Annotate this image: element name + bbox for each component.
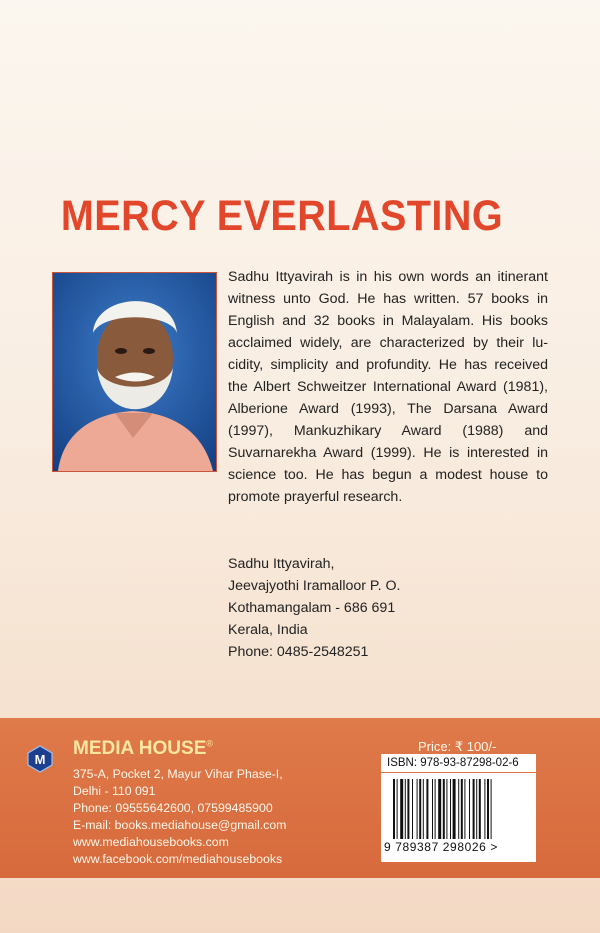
barcode-bar xyxy=(435,779,436,839)
barcode-bar xyxy=(412,779,413,839)
book-title: MERCY EVERLASTING xyxy=(60,192,504,240)
price-label: Price: ₹ 100/- xyxy=(418,739,497,754)
barcode-bar xyxy=(469,779,470,839)
barcode-bar xyxy=(423,779,424,839)
barcode-bar xyxy=(400,779,403,839)
author-bio: Sadhu Ittyavirah is in his own words an itinerant witness unto God. He has written. 57 books in English and 32 books in Malayalam. His books acclaimed widely, are characterized by their lu-cidity, simplicity and profundity. He has received the Albert Schweitzer International Award (1981), Alberione Award (1993), The Darsana Award (1997), Mankuzhikary Award (1988) and Suvarnarekha Award (1999). He is interested in science too. He has begun a modest house to promote prayerful research. xyxy=(228,269,548,505)
barcode-bar xyxy=(487,779,489,839)
barcode-bar xyxy=(476,779,477,839)
barcode-bar xyxy=(397,779,398,839)
author-photo xyxy=(52,272,217,472)
publisher-email: E-mail: books.mediahouse@gmail.com xyxy=(73,818,287,832)
publisher-facebook: www.facebook.com/mediahousebooks xyxy=(73,852,283,866)
address-line: Sadhu Ittyavirah, xyxy=(228,556,335,572)
barcode xyxy=(381,773,536,862)
media-house-logo-icon xyxy=(27,745,53,773)
barcode-bar xyxy=(464,779,465,839)
barcode-number: 9 789387 298026 > xyxy=(384,840,498,854)
barcode-bar xyxy=(407,779,409,839)
publisher-address-line: 375-A, Pocket 2, Mayur Vihar Phase-I, xyxy=(73,767,283,781)
barcode-bar xyxy=(426,779,428,839)
address-line: Jeevajyothi Iramalloor P. O. xyxy=(228,578,401,594)
barcode-bar xyxy=(443,779,445,839)
address-line: Kothamangalam - 686 691 xyxy=(228,600,396,616)
publisher-website: www.mediahousebooks.com xyxy=(73,835,229,849)
barcode-bar xyxy=(491,779,492,839)
address-line: Kerala, India xyxy=(228,622,308,638)
isbn-label: ISBN: 978-93-87298-02-6 xyxy=(381,754,536,772)
barcode-bar xyxy=(417,779,418,839)
publisher-address-line: Delhi - 110 091 xyxy=(73,784,156,798)
barcode-bar xyxy=(438,779,441,839)
barcode-bar xyxy=(461,779,463,839)
barcode-bar xyxy=(479,779,481,839)
publisher-name: MEDIA HOUSE® xyxy=(73,738,214,759)
barcode-bar xyxy=(473,779,475,839)
barcode-bar xyxy=(484,779,485,839)
author-address xyxy=(228,553,400,663)
barcode-bar xyxy=(453,779,456,839)
address-phone: Phone: 0485-2548251 xyxy=(228,644,369,660)
barcode-bar xyxy=(432,779,433,839)
barcode-bar xyxy=(446,779,447,839)
barcode-bar xyxy=(419,779,421,839)
svg-text:M: M xyxy=(34,752,46,767)
publisher-details xyxy=(73,766,286,868)
barcode-bar xyxy=(405,779,406,839)
publisher-phone: Phone: 09555642600, 07599485900 xyxy=(73,801,273,815)
barcode-bar xyxy=(458,779,459,839)
barcode-bar xyxy=(450,779,451,839)
barcode-bar xyxy=(393,779,395,839)
